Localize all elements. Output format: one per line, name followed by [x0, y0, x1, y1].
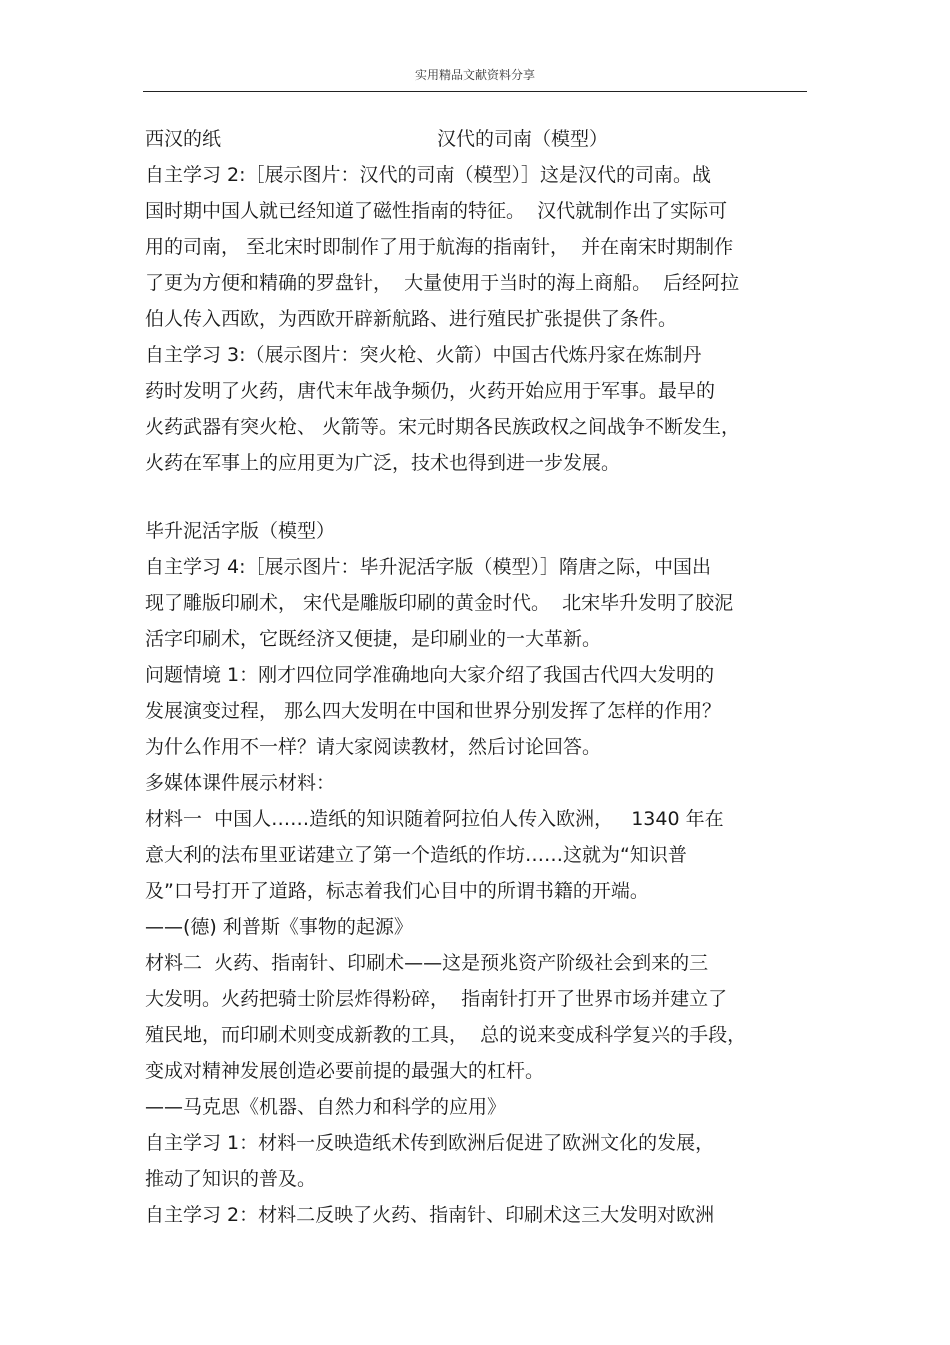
citation: ——马克思《机器、自然力和科学的应用》 [145, 1096, 507, 1118]
image-captions [145, 121, 807, 157]
text-line: 意大利的法布里亚诺建立了第一个造纸的作坊……这就为“知识普 [145, 844, 687, 866]
text-line: 伯人传入西欧，为西欧开辟新航路、进行殖民扩张提供了条件。 [145, 308, 678, 330]
text-line: 自主学习 4:［展示图片：毕升泥活字版（模型）］隋唐之际，中国出 [145, 556, 712, 578]
caption-han-sinan: 汉代的司南（模型） [437, 128, 609, 150]
text-line: 了更为方便和精确的罗盘针， 大量使用于当时的海上商船。 后经阿拉 [145, 272, 740, 294]
paragraph-group-2 [145, 513, 807, 1233]
text-line: 自主学习 2：材料二反映了火药、指南针、印刷术这三大发明对欧洲 [145, 1204, 715, 1226]
text-line: 自主学习 1：材料一反映造纸术传到欧洲后促进了欧洲文化的发展， [145, 1132, 715, 1154]
text-line: 活字印刷术，它既经济又便捷，是印刷业的一大革新。 [145, 628, 602, 650]
text-line: 变成对精神发展创造必要前提的最强大的杠杆。 [145, 1060, 545, 1082]
text-line: 自主学习 2:［展示图片：汉代的司南（模型）］这是汉代的司南。战 [145, 164, 712, 186]
text-line: 现了雕版印刷术， 宋代是雕版印刷的黄金时代。 北宋毕升发明了胶泥 [145, 592, 734, 614]
text-line: 自主学习 3:（展示图片：突火枪、火箭）中国古代炼丹家在炼制丹 [145, 344, 702, 366]
text-line: 大发明。火药把骑士阶层炸得粉碎， 指南针打开了世界市场并建立了 [145, 988, 728, 1010]
text-line: 推动了知识的普及。 [145, 1168, 317, 1190]
text-line: 火药在军事上的应用更为广泛，技术也得到进一步发展。 [145, 452, 621, 474]
citation: ——(德) 利普斯《事物的起源》 [145, 916, 413, 938]
header-divider [143, 91, 807, 92]
text-line: 发展演变过程， 那么四大发明在中国和世界分别发挥了怎样的作用？ [145, 700, 722, 722]
text-line: 殖民地，而印刷术则变成新教的工具， 总的说来变成科学复兴的手段， [145, 1024, 747, 1046]
text-line: 国时期中国人就已经知道了磁性指南的特征。 汉代就制作出了实际可 [145, 200, 728, 222]
spacer [145, 481, 807, 513]
text-line: 为什么作用不一样？请大家阅读教材，然后讨论回答。 [145, 736, 602, 758]
text-line: 及”口号打开了道路，标志着我们心目中的所谓书籍的开端。 [145, 880, 649, 902]
caption-bisheng-type: 毕升泥活字版（模型） [145, 520, 336, 542]
paragraph-group-1 [145, 157, 807, 481]
text-line: 多媒体课件展示材料： [145, 772, 336, 794]
text-line: 问题情境 1：刚才四位同学准确地向大家介绍了我国古代四大发明的 [145, 664, 715, 686]
text-line: 药时发明了火药，唐代末年战争频仍，火药开始应用于军事。最早的 [145, 380, 716, 402]
page-header: 实用精品文献资料分享 [414, 68, 535, 82]
text-line: 火药武器有突火枪、 火箭等。宋元时期各民族政权之间战争不断发生， [145, 416, 741, 438]
text-line: 用的司南， 至北宋时即制作了用于航海的指南针， 并在南宋时期制作 [145, 236, 734, 258]
text-line: 材料一 中国人……造纸的知识随着阿拉伯人传入欧洲， 1340 年在 [145, 808, 724, 830]
caption-western-han-paper: 西汉的纸 [145, 128, 222, 150]
text-line: 材料二 火药、指南针、印刷术——这是预兆资产阶级社会到来的三 [145, 952, 709, 974]
document-body [145, 121, 807, 1233]
